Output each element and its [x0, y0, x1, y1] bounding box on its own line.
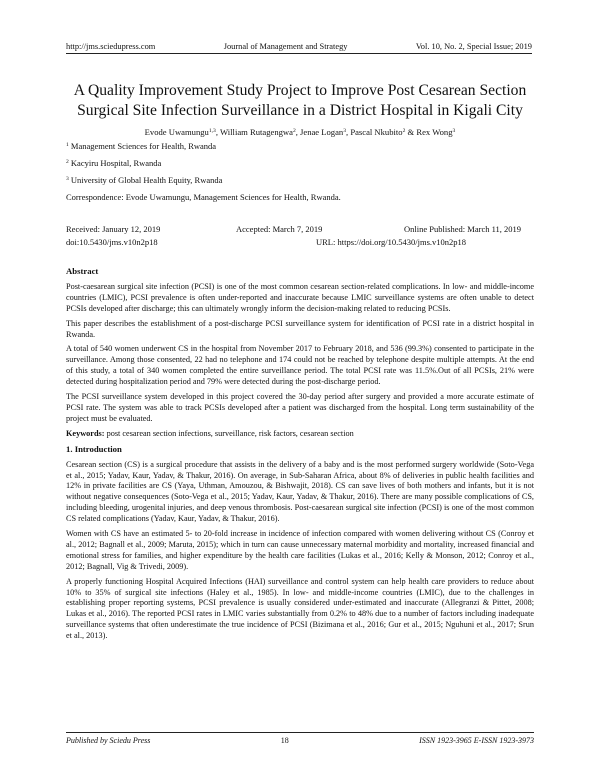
author-affiliation-mark: 3: [343, 128, 347, 134]
published-date: Online Published: March 11, 2019: [404, 224, 522, 234]
issn: ISSN 1923-3965 E-ISSN 1923-3973: [419, 736, 534, 745]
affiliation-1: $^1$ Management Sciences for Health, Rwanda: [66, 141, 217, 151]
author-name: Evode Uwamungu: [144, 127, 209, 137]
journal-url-link[interactable]: http://jms.sciedupress.com: [66, 42, 156, 51]
introduction-paragraph: Cesarean section (CS) is a surgical procedure that assists in the delivery of a baby and is the most performed surgery worldwide (Soto-Vega et al., 2015; Yadav, Kaur, Yadav, & Thakur, 2016). On average, in Sub-Saharan Africa, about 8% of deliveries in public health facilities and 12% in private facilities are CS (Yaya, Uthman, Amouzou, & Bishwajit, 2018). CS can save lives of both mothers and infants, but it is not without negative consequences (Soto-Vega et al., 2015; Yadav, Kaur, Yadav, & Thakur, 2016). There are many possible complications of CS, including bleeding, urogenital injuries, and deep venous thrombosis. Post-caesarean surgical site infection (PCSI) is one of the most common CS related complications (Yadav, Kaur, Yadav, & Thakur, 2016).: [66, 459, 534, 524]
author-affiliation-mark: 1,3: [208, 128, 216, 134]
introduction-heading: 1. Introduction: [66, 443, 122, 454]
publication-dates: [66, 223, 534, 248]
author-affiliation-mark: 2: [292, 128, 296, 134]
affiliations: [66, 141, 534, 209]
received-date: Received: January 12, 2019: [66, 224, 161, 234]
abstract-paragraph: This paper describes the establishment of a post-discharge PCSI surveillance system for identification of PCSI rate in a district hospital in Rwanda.: [66, 318, 534, 339]
accepted-date: Accepted: March 7, 2019: [236, 224, 323, 234]
page-footer: [66, 732, 534, 745]
publisher: Published by Sciedu Press: [66, 736, 151, 745]
article-body: [66, 266, 534, 646]
author-name: Jenae Logan: [300, 127, 344, 137]
author-name: Rex Wong: [416, 127, 453, 137]
running-header: [66, 42, 532, 54]
author-affiliation-mark: 3: [452, 128, 456, 134]
affiliation-2: $^2$ Kacyiru Hospital, Rwanda: [66, 158, 162, 168]
author-list: Evode Uwamungu$^{1,3}$, William Rutagengwa$^2$, Jenae Logan$^3$, Pascal Nkubito$^2$ & Rex Wong$^3$: [144, 127, 456, 137]
abstract-paragraph: A total of 540 women underwent CS in the hospital from November 2017 to February 2018, and 536 (99.3%) consented to participate in the surveillance. Among those consented, 22 had no telephone and 174 could not be reached by telephone despite multiple attempts. At the end of this study, a total of 340 women completed the entire surveillance period. The total PCSI rate was 11.5%.Out of all PCSIs, 21% were detected during hospitalization period and 79% were detected during the post-discharge period.: [66, 344, 534, 387]
author-affiliation-mark: 2: [402, 128, 406, 134]
abstract-paragraph: The PCSI surveillance system developed in this project covered the 30-day period after surgery and provided a more accurate estimate of PCSI rate. The system was able to track PCSIs developed after a patient was discharged from the hospital. Long term sustainability of the project must be evaluated.: [66, 392, 534, 423]
journal-name: Journal of Management and Strategy: [223, 42, 348, 51]
correspondence: Correspondence: Evode Uwamungu, Management Sciences for Health, Rwanda.: [66, 192, 341, 202]
abstract-paragraph: Post-caesarean surgical site infection (PCSI) is one of the most common cesarean section-related complications. In low- and middle-income countries (LMIC), PCSI prevalence is often under-reported and inaccurate because LMIC surveillance systems are often unable to detect PCSIs developed after discharge; this can ultimately wrongly inform the decision-making related to reducing PCSIs.: [66, 281, 534, 313]
issue-info: Vol. 10, No. 2, Special Issue; 2019: [415, 42, 532, 51]
keywords-label: Keywords:: [66, 428, 105, 438]
doi: doi:10.5430/jms.v10n2p18: [66, 236, 158, 247]
keywords: [66, 429, 534, 440]
keywords-text: post cesarean section infections, surveillance, risk factors, cesarean section: [104, 428, 354, 438]
introduction-paragraph: Women with CS have an estimated 5- to 20-fold increase in incidence of infection compared with women delivering without CS (Conroy et al., 2012; Bagnall et al., 2009; Maruta, 2015); which in turn can cause unnecessary maternal morbidity and mortality, increased financial and emotional stress for families, and higher expenditure by the health care facilities (Lukas et al., 2016; Kelly & Monson, 2012; Conroy et al., 2012; Bagnall, Vig & Trivedi, 2009).: [66, 529, 534, 571]
introduction-paragraph: A properly functioning Hospital Acquired Infections (HAI) surveillance and control system can help health care providers to reduce about 10% to 35% of surgical site infections (Haley et al., 1985). In low- and middle-income countries (LMIC), due to the challenges in establishing proper reporting systems, PCSI prevalence is usually considered under-estimated and inaccurate (Allegranzi & Pittet, 2008; Lukas et al., 2016). The reported PCSI rates in LMIC varies substantially from 0.2% to 48% due to a number of factors including inadequate surveillance systems that often underestimate the true incidence of PCSI (Bizimana et al., 2016; Gur et al., 2015; Nguhuni et al., 2017; Srun et al., 2013).: [66, 576, 534, 641]
page-number: 18: [280, 736, 289, 745]
doi-url-link[interactable]: URL: https://doi.org/10.5430/jms.v10n2p18: [316, 236, 467, 247]
abstract-heading: Abstract: [66, 266, 99, 276]
affiliation-3: $^3$ University of Global Health Equity, Rwanda: [66, 175, 223, 185]
article-title: A Quality Improvement Study Project to Improve Post Cesarean Section Surgical Site Infection Surveillance in a District Hospital in Kigali City: [73, 82, 527, 119]
author-name: Pascal Nkubito: [350, 127, 403, 137]
author-name: William Rutagengwa: [220, 127, 293, 137]
